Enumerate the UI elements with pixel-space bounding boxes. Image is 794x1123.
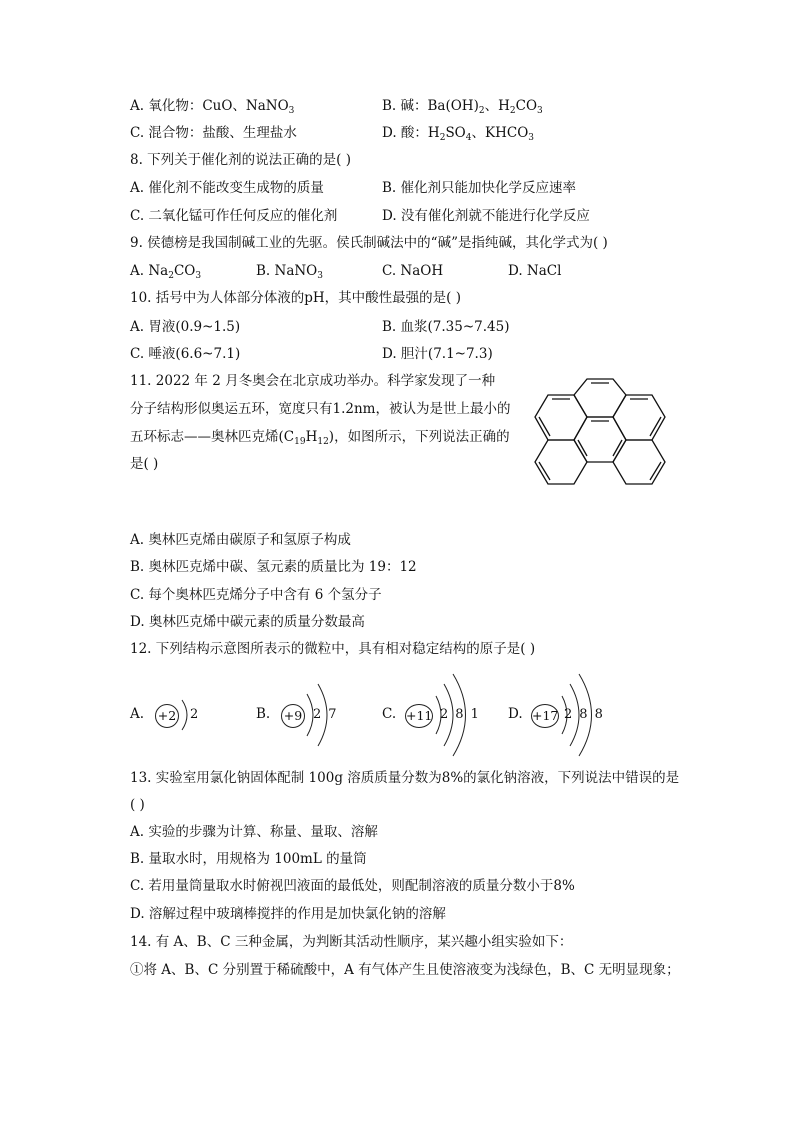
q8-option-d: D. 没有催化剂就不能进行化学反应 <box>382 208 590 224</box>
q11-stem-line1: 11. 2022 年 2 月冬奥会在北京成功举办。科学家发现了一种 <box>130 373 496 389</box>
q9-option-c: C. NaOH <box>382 263 444 279</box>
q10-option-b: B. 血浆(7.35~7.45) <box>382 319 510 335</box>
electron-shells: 2 7 <box>313 707 337 722</box>
option-letter: D. <box>508 706 523 722</box>
q11-stem-line2: 分子结构形似奥运五环，宽度只有1.2nm，被认为是世上最小的 <box>130 401 511 417</box>
q7-option-d: D. 酸：$H_2SO_4$、$KHCO_3$ <box>382 125 534 143</box>
electron-shells: 2 8 8 <box>564 707 603 722</box>
q9-option-b: B. NaNO$_3$ <box>256 263 323 281</box>
q12-option-b <box>256 676 356 756</box>
q9-stem: 9. 侯德榜是我国制碱工业的先驱。侯氏制碱法中的“碱”是指纯碱，其化学式为( ) <box>130 235 608 251</box>
q8-option-c: C. 二氧化锰可作任何反应的催化剂 <box>130 208 338 224</box>
q12-stem: 12. 下列结构示意图所表示的微粒中，具有相对稳定结构的原子是( ) <box>130 641 536 657</box>
ring-left <box>535 395 587 440</box>
nucleus: +17 <box>531 704 559 728</box>
q12-option-d <box>508 676 618 756</box>
q14-stem: 14. 有 A、B、C 三种金属，为判断其活动性顺序，某兴趣小组实验如下： <box>130 934 573 950</box>
q10-option-d: D. 胆汁(7.1~7.3) <box>382 346 493 362</box>
electron-shells: 2 <box>190 707 199 722</box>
q10-option-c: C. 唾液(6.6~7.1) <box>130 346 241 362</box>
option-letter: B. <box>256 706 271 722</box>
q8-option-b: B. 催化剂只能加快化学反应速率 <box>382 180 577 196</box>
q7-option-c: C. 混合物：盐酸、生理盐水 <box>130 125 297 141</box>
q11-stem-line3: 五环标志——奥林匹克烯$(C_{19}H_{12})$，如图所示，下列说法正确的 <box>130 429 510 447</box>
nucleus: +9 <box>281 704 305 728</box>
q13-stem-line1: 13. 实验室用氯化钠固体配制 100g 溶质质量分数为8%的氯化钠溶液，下列说法中错误的是 <box>130 770 680 786</box>
q11-option-c: C. 每个奥林匹克烯分子中含有 6 个氢分子 <box>130 587 382 603</box>
q11-option-a: A. 奥林匹克烯由碳原子和氢原子构成 <box>130 532 351 548</box>
ring-right <box>613 395 665 440</box>
ring-center <box>574 417 626 462</box>
q11-option-b: B. 奥林匹克烯中碳、氢元素的质量比为 19：12 <box>130 559 417 575</box>
q13-option-d: D. 溶解过程中玻璃棒搅拌的作用是加快氯化钠的溶解 <box>130 906 446 922</box>
electron-shell-arcs <box>130 676 220 756</box>
q7-option-b: B. 碱：$Ba(OH)_2$、$H_2CO_3$ <box>382 98 543 116</box>
q13-option-c: C. 若用量筒量取水时俯视凹液面的最低处，则配制溶液的质量分数小于8% <box>130 878 575 894</box>
olympicene-structure-diagram <box>512 376 698 510</box>
q12-option-c <box>382 676 492 756</box>
electron-shells: 2 8 1 <box>440 707 479 722</box>
ring-bottom-left <box>535 440 587 484</box>
nucleus: +2 <box>155 704 179 728</box>
q13-stem-line2: ( ) <box>130 797 145 813</box>
q10-stem: 10. 括号中为人体部分体液的pH，其中酸性最强的是( ) <box>130 290 461 306</box>
q7-option-a: A. 氧化物：CuO、NaNO$_3$ <box>130 98 295 116</box>
q9-option-a: A. $Na_2CO_3$ <box>130 263 202 281</box>
q12-option-a <box>130 676 220 756</box>
q11-stem-line4: 是( ) <box>130 456 159 472</box>
q14-step-1: ①将 A、B、C 分别置于稀硫酸中，A 有气体产生且使溶液变为浅绿色，B、C 无明显现象； <box>130 962 680 978</box>
q8-option-a: A. 催化剂不能改变生成物的质量 <box>130 180 324 196</box>
nucleus: +11 <box>405 704 433 728</box>
q11-option-d: D. 奥林匹克烯中碳元素的质量分数最高 <box>130 614 365 630</box>
ring-bottom-right <box>613 440 665 484</box>
q9-option-d: D. NaCl <box>508 263 562 279</box>
q8-stem: 8. 下列关于催化剂的说法正确的是( ) <box>130 152 351 168</box>
q10-option-a: A. 胃液(0.9~1.5) <box>130 319 241 335</box>
q13-option-a: A. 实验的步骤为计算、称量、量取、溶解 <box>130 824 378 840</box>
ring-top-center <box>574 379 626 417</box>
option-letter: C. <box>382 706 397 722</box>
q13-option-b: B. 量取水时，用规格为 100mL 的量筒 <box>130 851 367 867</box>
option-letter: A. <box>130 706 145 722</box>
